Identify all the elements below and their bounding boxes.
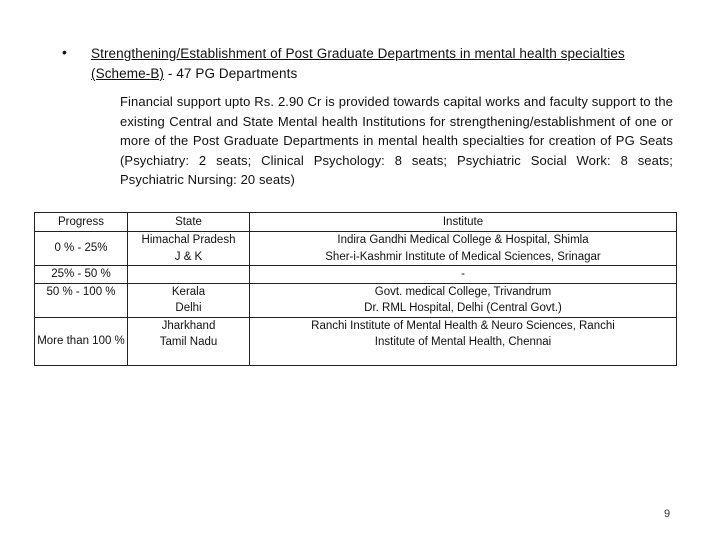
institute-cell	[250, 283, 677, 317]
description-paragraph: Financial support upto Rs. 2.90 Cr is provided towards capital works and faculty support to the existing Central and State Mental health Institutions for strengthening/establishment of one or more of the Post Graduate Departments in mental health specialties for creation of PG Seats (Psychiatry: 2 seats; Clinical Psychology: 8 seats; Psychiatric Social Work: 8 seats; Psychiatric Nursing: 20 seats)	[120, 94, 673, 187]
state-cell	[128, 266, 250, 284]
state-cell	[128, 232, 250, 266]
bullet-point: •	[62, 44, 67, 60]
state-name: Tamil Nadu	[159, 336, 218, 348]
progress-cell: More than 100 %	[35, 317, 128, 365]
institute-name: Sher-i-Kashmir Institute of Medical Sciences, Srinagar	[325, 250, 601, 263]
state-cell	[128, 317, 250, 365]
page-number: 9	[664, 508, 671, 520]
progress-cell: 25% - 50 %	[35, 266, 128, 284]
institute-cell	[250, 266, 677, 284]
institute-cell	[250, 317, 677, 365]
progress-cell: 0 % - 25%	[35, 232, 128, 266]
header-state: State	[128, 213, 250, 232]
header-progress: Progress	[35, 213, 128, 232]
heading-underlined-text: Strengthening/Establishment of Post Graduate Departments in mental health specialties (Scheme-B)	[91, 46, 625, 81]
header-institute: Institute	[250, 213, 677, 232]
progress-cell: 50 % - 100 %	[35, 283, 128, 317]
table-header-row	[35, 213, 677, 232]
state-name: Himachal Pradesh	[141, 234, 236, 246]
state-name: Delhi	[175, 302, 202, 314]
institute-name: Dr. RML Hospital, Delhi (Central Govt.)	[364, 302, 562, 314]
heading-rest-text: - 47 PG Departments	[164, 66, 298, 81]
section-heading	[91, 44, 676, 84]
table-row	[35, 317, 677, 365]
state-name: J & K	[174, 250, 203, 263]
state-name: Jharkhand	[161, 319, 216, 332]
table-row	[35, 266, 677, 284]
table-row	[35, 283, 677, 317]
institute-name: Institute of Mental Health, Chennai	[374, 336, 552, 348]
table-row	[35, 232, 677, 266]
institute-name: Govt. medical College, Trivandrum	[374, 285, 552, 298]
institute-name: Ranchi Institute of Mental Health & Neuro Sciences, Ranchi	[311, 319, 615, 332]
state-name: Kerala	[171, 285, 206, 298]
progress-table	[34, 212, 677, 366]
institute-name: -	[461, 268, 465, 280]
state-cell	[128, 283, 250, 317]
institute-name: Indira Gandhi Medical College & Hospital, Shimla	[337, 234, 589, 246]
institute-cell	[250, 232, 677, 266]
